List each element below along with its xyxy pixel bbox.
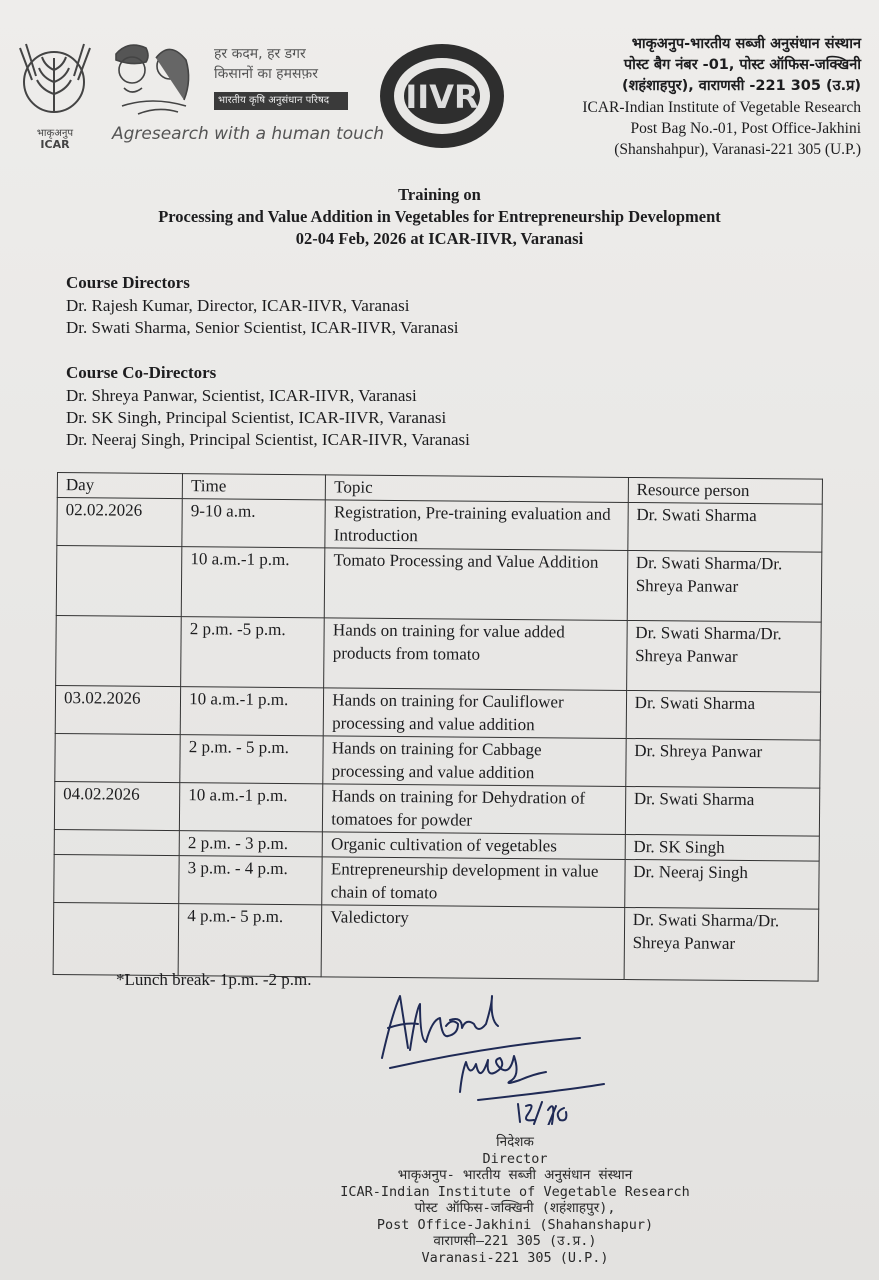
cell-topic: Hands on training for Dehydration of tomatoes for powder bbox=[323, 784, 626, 835]
cell-day bbox=[53, 902, 179, 975]
table-row bbox=[54, 854, 819, 909]
svg-text:भाकृअनुप: भाकृअनुप bbox=[36, 128, 74, 139]
cell-topic: Tomato Processing and Value Addition bbox=[325, 548, 628, 621]
stamp-line: पोस्ट ऑफिस-जक्खिनी (शहंशाहपुर), bbox=[414, 1200, 616, 1216]
cell-time: 4 p.m.- 5 p.m. bbox=[178, 904, 322, 977]
address-english-line2: Post Bag No.-01, Post Office-Jakhini bbox=[630, 120, 861, 137]
cell-topic: Entrepreneurship development in value chain of tomato bbox=[322, 857, 625, 908]
cell-resource: Dr. Shreya Panwar bbox=[625, 738, 820, 788]
stamp-line: Director bbox=[482, 1150, 548, 1167]
cell-resource: Dr. Swati Sharma/Dr. Shreya Panwar bbox=[624, 907, 819, 981]
stamp-line: Varanasi-221 305 (U.P.) bbox=[421, 1249, 609, 1266]
cell-time: 9-10 a.m. bbox=[182, 499, 326, 548]
iivr-logo bbox=[376, 42, 508, 150]
hindi-slogan-line1: हर कदम, हर डगर bbox=[214, 46, 306, 62]
cell-day bbox=[54, 829, 179, 855]
header-resource: Resource person bbox=[628, 477, 822, 504]
cell-time: 3 p.m. - 4 p.m. bbox=[179, 856, 323, 905]
title-line2: Processing and Value Addition in Vegetables for Entrepreneurship Development bbox=[158, 207, 721, 226]
svg-text:ICAR: ICAR bbox=[40, 138, 70, 151]
address-hindi-line2: पोस्ट बैग नंबर -01, पोस्ट ऑफिस-जक्खिनी bbox=[623, 57, 861, 73]
header-day: Day bbox=[57, 473, 182, 499]
stamp-line: वाराणसी–221 305 (उ.प्र.) bbox=[433, 1233, 597, 1249]
course-co-directors-heading: Course Co-Directors bbox=[66, 363, 217, 382]
director-stamp bbox=[330, 1134, 700, 1266]
title-line1: Training on bbox=[398, 185, 481, 204]
cell-resource: Dr. Swati Sharma bbox=[626, 690, 821, 740]
address-english-line3: (Shanshahpur), Varanasi-221 305 (U.P.) bbox=[614, 141, 861, 158]
icar-logo bbox=[14, 40, 96, 152]
lunch-note: *Lunch break- 1p.m. -2 p.m. bbox=[116, 970, 312, 989]
title-line3: 02-04 Feb, 2026 at ICAR-IIVR, Varanasi bbox=[295, 229, 584, 248]
hindi-slogan bbox=[214, 44, 318, 84]
training-title bbox=[0, 184, 879, 250]
svg-text:IIVR: IIVR bbox=[405, 78, 479, 116]
course-co-director-item: Dr. SK Singh, Principal Scientist, ICAR-IIVR, Varanasi bbox=[66, 408, 447, 427]
cell-resource: Dr. SK Singh bbox=[625, 834, 819, 861]
table-row bbox=[57, 498, 822, 553]
header-time: Time bbox=[182, 474, 325, 500]
cell-topic: Hands on training for Cauliflower processing and value addition bbox=[324, 688, 627, 739]
farmers-illustration bbox=[108, 36, 208, 120]
tagline: Agresearch with a human touch bbox=[112, 124, 385, 144]
cell-day: 04.02.2026 bbox=[54, 781, 180, 830]
course-co-director-item: Dr. Neeraj Singh, Principal Scientist, ICAR-IIVR, Varanasi bbox=[66, 430, 470, 449]
address-hindi-line1: भाकृअनुप-भारतीय सब्जी अनुसंधान संस्थान bbox=[631, 36, 861, 52]
cell-time: 10 a.m.-1 p.m. bbox=[180, 783, 324, 832]
course-director-item: Dr. Rajesh Kumar, Director, ICAR-IIVR, Varanasi bbox=[66, 296, 410, 315]
cell-resource: Dr. Swati Sharma/Dr. Shreya Panwar bbox=[627, 550, 822, 622]
course-director-item: Dr. Swati Sharma, Senior Scientist, ICAR-IIVR, Varanasi bbox=[66, 318, 459, 337]
table-row bbox=[56, 546, 822, 623]
table-row bbox=[55, 733, 820, 788]
cell-resource: Dr. Swati Sharma bbox=[628, 502, 823, 552]
slogan-tag: भारतीय कृषि अनुसंधान परिषद bbox=[214, 92, 348, 110]
header-topic: Topic bbox=[326, 475, 629, 503]
table-row bbox=[55, 685, 820, 740]
cell-day: 02.02.2026 bbox=[57, 498, 183, 547]
cell-day bbox=[56, 615, 182, 686]
stamp-line: भाकृअनुप- भारतीय सब्जी अनुसंधान संस्थान bbox=[397, 1167, 633, 1183]
cell-topic: Organic cultivation of vegetables bbox=[322, 832, 625, 860]
course-directors-heading: Course Directors bbox=[66, 273, 190, 292]
stamp-line: ICAR-Indian Institute of Vegetable Research bbox=[340, 1183, 690, 1200]
address-hindi-line3: (शहंशाहपुर), वाराणसी -221 305 (उ.प्र) bbox=[621, 78, 861, 94]
cell-topic: Hands on training for value added products from tomato bbox=[324, 618, 627, 691]
cell-time: 2 p.m. - 5 p.m. bbox=[180, 735, 324, 784]
institute-address bbox=[582, 34, 861, 160]
cell-day bbox=[55, 733, 181, 782]
cell-time: 10 a.m.-1 p.m. bbox=[180, 687, 324, 736]
cell-topic: Valedictory bbox=[321, 905, 624, 980]
cell-resource: Dr. Swati Sharma bbox=[625, 786, 820, 836]
cell-topic: Registration, Pre-training evaluation and Introduction bbox=[325, 500, 628, 551]
table-row bbox=[54, 781, 819, 836]
cell-time: 10 a.m.-1 p.m. bbox=[181, 547, 325, 618]
course-co-director-item: Dr. Shreya Panwar, Scientist, ICAR-IIVR, Varanasi bbox=[66, 386, 417, 405]
handwritten-signature bbox=[370, 980, 630, 1125]
table-row bbox=[56, 615, 822, 692]
stamp-line: निदेशक bbox=[496, 1134, 534, 1150]
cell-time: 2 p.m. - 3 p.m. bbox=[179, 831, 322, 857]
cell-topic: Hands on training for Cabbage processing and value addition bbox=[323, 736, 626, 787]
hindi-slogan-line2: किसानों का हमसफ़र bbox=[214, 66, 318, 82]
cell-time: 2 p.m. -5 p.m. bbox=[181, 617, 325, 688]
cell-day bbox=[56, 546, 182, 617]
address-english-line1: ICAR-Indian Institute of Vegetable Research bbox=[582, 99, 861, 116]
cell-resource: Dr. Neeraj Singh bbox=[624, 859, 819, 909]
schedule-table bbox=[53, 472, 823, 982]
stamp-line: Post Office-Jakhini (Shahanshapur) bbox=[376, 1216, 654, 1233]
cell-day: 03.02.2026 bbox=[55, 685, 181, 734]
cell-resource: Dr. Swati Sharma/Dr. Shreya Panwar bbox=[626, 620, 821, 692]
cell-day bbox=[54, 854, 180, 903]
